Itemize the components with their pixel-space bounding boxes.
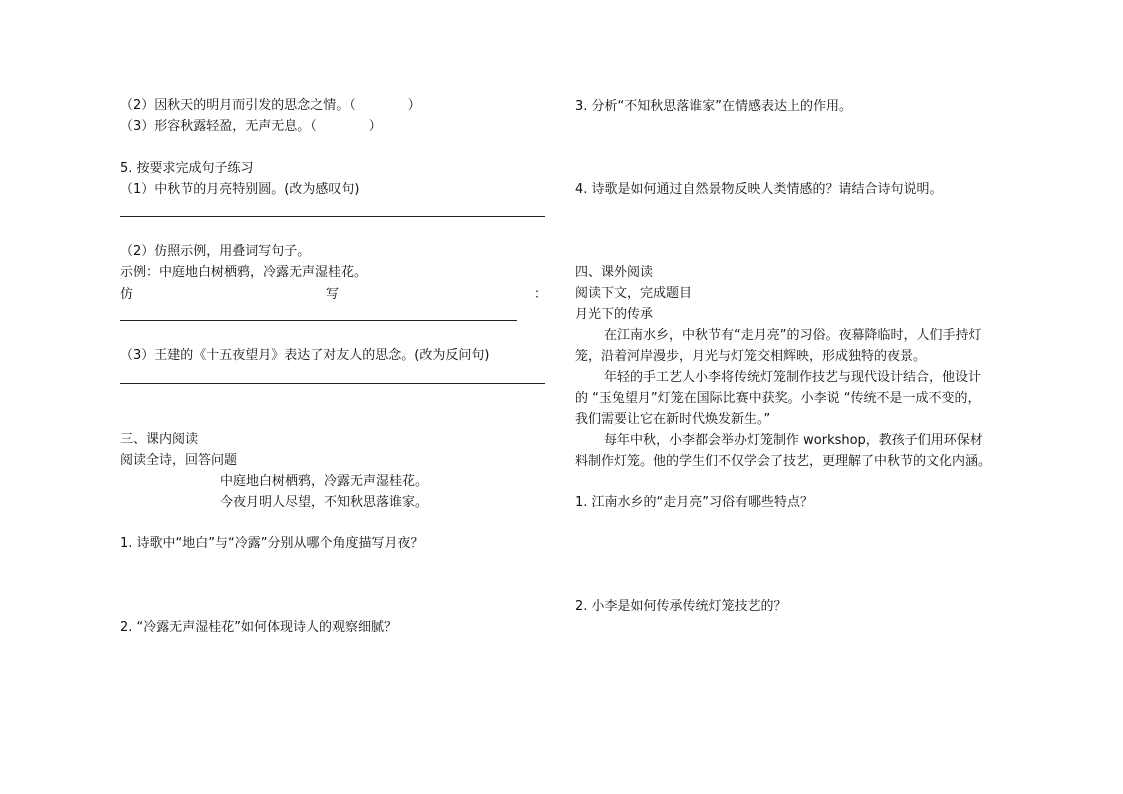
q4-item-3: （3）形容秋露轻盈，无声无息。（ ） (120, 119, 382, 134)
section-3-title: 三、课内阅读 (120, 432, 199, 447)
paragraph-1-line-1: 在江南水乡，中秋节有“走月亮”的习俗。夜幕降临时，人们手持灯 (604, 328, 982, 343)
reading-question-1: 1. 江南水乡的“走月亮”习俗有哪些特点？ (575, 495, 814, 510)
q5-item-1: （1）中秋节的月亮特别圆。(改为感叹句) (120, 182, 360, 197)
q5-title: 5. 按要求完成句子练习 (120, 161, 254, 176)
answer-line (120, 383, 545, 384)
paragraph-3-line-1: 每年中秋，小李都会举办灯笼制作 workshop，教孩子们用环保材 (604, 433, 983, 448)
q5-item-2: （2）仿照示例，用叠词写句子。 (120, 244, 311, 259)
q5-item-3: （3）王建的《十五夜望月》表达了对友人的思念。(改为反问句) (120, 348, 490, 363)
reading-question-2: 2. 小李是如何传承传统灯笼技艺的？ (575, 599, 787, 614)
question-4: 4. 诗歌是如何通过自然景物反映人类情感的？请结合诗句说明。 (575, 182, 943, 197)
section-3-instruction: 阅读全诗，回答问题 (120, 453, 238, 468)
q5-colon-label: ： (534, 287, 548, 302)
q5-xie-label: 写 (326, 287, 340, 302)
paragraph-2-line-3: 我们需要让它在新时代焕发新生。” (575, 412, 771, 427)
paragraph-3-line-2: 料制作灯笼。他的学生们不仅学会了技艺，更理解了中秋节的文化内涵。 (575, 454, 992, 469)
question-3: 3. 分析“不知秋思落谁家”在情感表达上的作用。 (575, 99, 853, 114)
q5-fang-label: 仿 (120, 287, 134, 302)
q5-item-2-example: 示例：中庭地白树栖鸦，冷露无声湿桂花。 (120, 265, 368, 280)
paragraph-2-line-1: 年轻的手工艺人小李将传统灯笼制作技艺与现代设计结合，他设计 (604, 370, 982, 385)
article-title: 月光下的传承 (575, 307, 654, 322)
poem-line-1: 中庭地白树栖鸦，冷露无声湿桂花。 (220, 474, 429, 489)
question-1: 1. 诗歌中“地白”与“冷露”分别从哪个角度描写月夜？ (120, 536, 424, 551)
answer-line (120, 320, 517, 321)
paragraph-2-line-2: 的 “玉兔望月”灯笼在国际比赛中获奖。小李说 “传统不是一成不变的， (575, 391, 981, 406)
section-4-title: 四、课外阅读 (575, 265, 654, 280)
section-4-instruction: 阅读下文，完成题目 (575, 286, 693, 301)
poem-line-2: 今夜月明人尽望，不知秋思落谁家。 (220, 495, 429, 510)
paragraph-1-line-2: 笼，沿着河岸漫步，月光与灯笼交相辉映，形成独特的夜景。 (575, 349, 927, 364)
answer-line (120, 216, 545, 217)
question-2: 2. “冷露无声湿桂花”如何体现诗人的观察细腻？ (120, 620, 398, 635)
q4-item-2: （2）因秋天的明月而引发的思念之情。（ ） (120, 98, 421, 113)
